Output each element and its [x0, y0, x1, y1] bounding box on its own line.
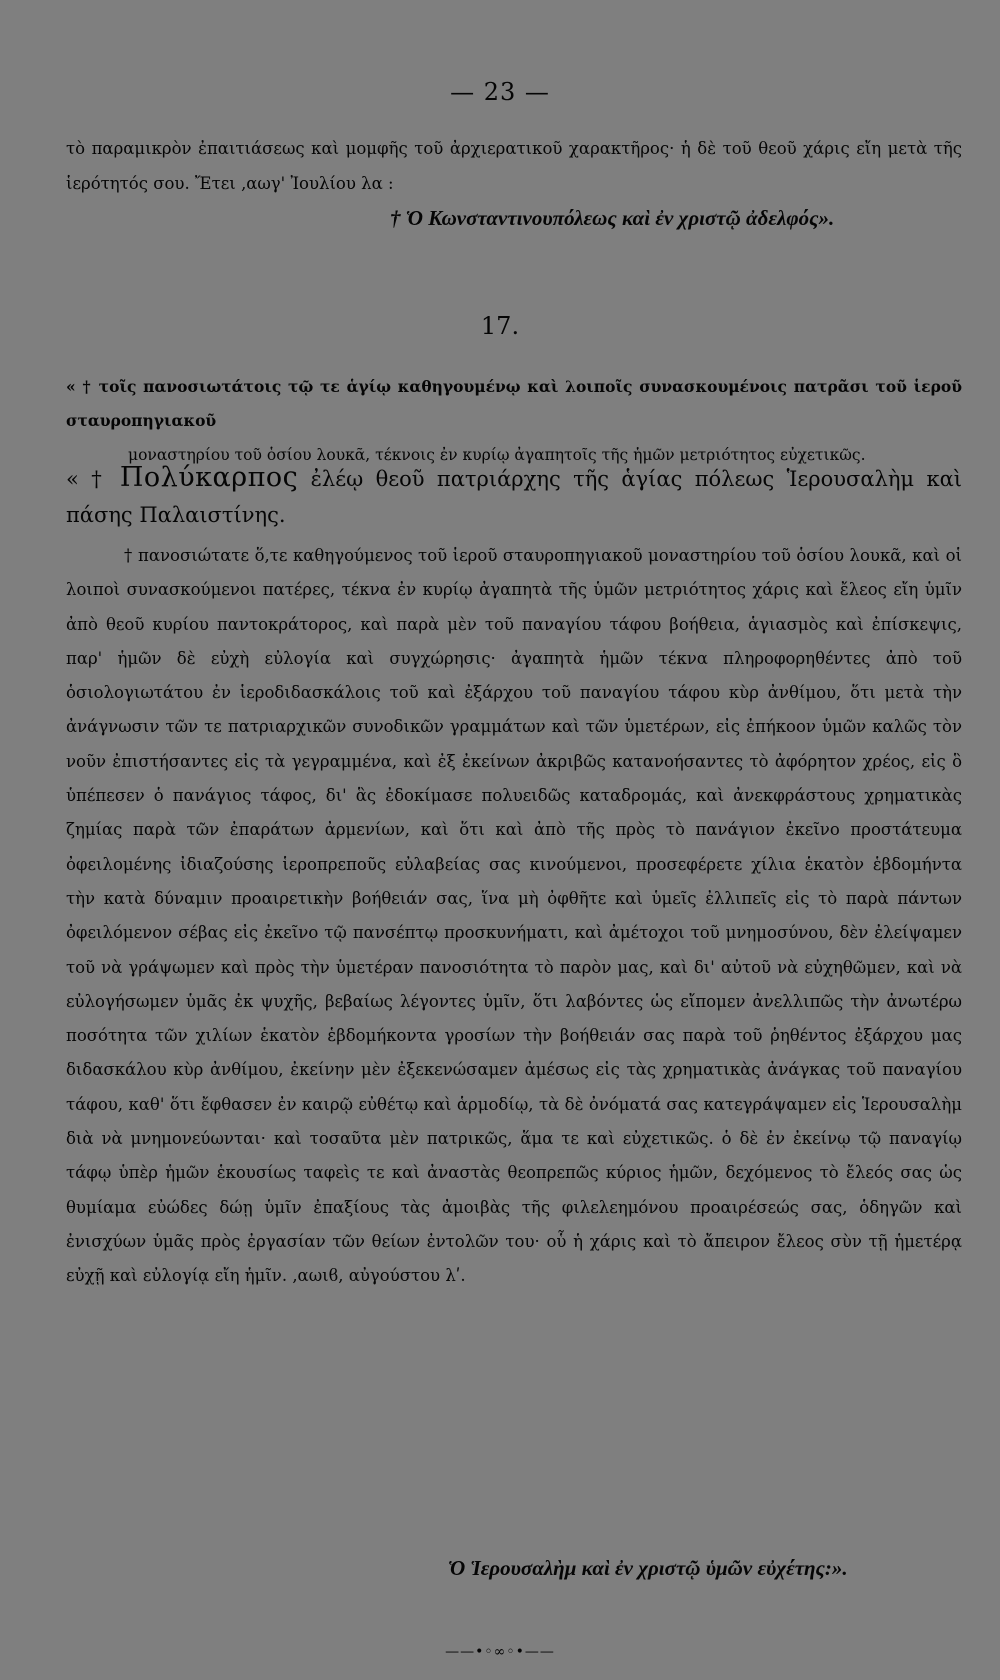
previous-letter-signature: † Ὁ Κωνσταντινουπόλεως καὶ ἐν χριστῷ ἀδελφός». [390, 206, 835, 230]
heading-prefix: « † [66, 467, 120, 491]
heading-title: ἐλέῳ θεοῦ πατριάρχης τῆς ἁγίας πόλεως Ἱερουσαλὴμ καὶ πάσης Παλαιστίνης. [66, 467, 962, 527]
letter-heading [66, 460, 962, 533]
letter-address [66, 370, 962, 472]
letter-number: 17. [480, 312, 520, 340]
sender-name: Πολύκαρπος [119, 462, 299, 493]
previous-letter-ending [66, 132, 962, 201]
address-line-1: « † τοῖς πανοσιωτάτοις τῷ τε ἁγίῳ καθηγουμένῳ καὶ λοιποῖς συνασκουμένοις πατρᾶσι τοῦ ἱεροῦ σταυροπηγιακοῦ [66, 377, 962, 430]
letter-signature: Ὁ Ἱερουσαλὴμ καὶ ἐν χριστῷ ὑμῶν εὐχέτης:». [448, 1556, 848, 1580]
letter-body-text: † πανοσιώτατε ὅ,τε καθηγούμενος τοῦ ἱεροῦ σταυροπηγιακοῦ μοναστηρίου τοῦ ὁσίου λουκᾶ, καὶ οἱ λοιποὶ συνασκούμενοι πατέρες, τέκνα ἐν κυρίῳ ἀγαπητὰ τῆς ὑμῶν μετριότητος χάρις καὶ ἔλεος εἴη ὑμῖν ἀπὸ θεοῦ κυρίου παντοκράτορος, καὶ παρὰ μὲν τοῦ παναγίου τάφου βοήθεια, ἁγιασμὸς καὶ ἐπίσκεψις, παρ' ἡμῶν δὲ εὐχὴ εὐλογία καὶ συγχώρησις· ἀγαπητὰ ἡμῶν τέκνα πληροφορηθέντες ἀπὸ τοῦ ὁσιολογιωτάτου ἐν ἱεροδιδασκάλοις τοῦ καὶ ἐξάρχου τοῦ παναγίου τάφου κὺρ ἀνθίμου, ὅτι μετὰ τὴν ἀνάγνωσιν τῶν τε πατριαρχικῶν συνοδικῶν γραμμάτων καὶ τῶν ὑμετέρων, εἰς ἐπήκοον ὑμῶν καλῶς τὸν νοῦν ἐπιστήσαντες εἰς τὰ γεγραμμένα, καὶ ἐξ ἐκείνων ἀκριβῶς κατανοήσαντες τὸ ἀφόρητον χρέος, εἰς ὃ ὑπέπεσεν ὁ πανάγιος τάφος, δι' ἃς ἐδοκίμασε πολυειδῶς καταδρομάς, καὶ ἀνεκφράστους χρηματικὰς ζημίας παρὰ τῶν ἐπαράτων ἀρμενίων, καὶ ὅτι καὶ ἀπὸ τῆς πρὸς τὸ πανάγιον ἐκεῖνο προστάτευμα ὀφειλομένης ἰδιαζούσης ἱεροπρεποῦς εὐλαβείας σας κινούμενοι, προσεφέρετε χίλια ἑκατὸν ἑβδομήντα τὴν κατὰ δύναμιν προαιρετικὴν βοήθειάν σας, ἵνα μὴ ὀφθῆτε καὶ ὑμεῖς ἐλλιπεῖς εἰς τὸ παρὰ πάντων ὀφειλόμενον σέβας εἰς ἐκεῖνο τῷ πανσέπτῳ προσκυνήματι, καὶ ἀμέτοχοι τοῦ μνημοσύνου, δὲν ἐλείψαμεν τοῦ νὰ γράψωμεν καὶ πρὸς τὴν ὑμετέραν πανοσιότητα τὸ παρὸν μας, καὶ δι' αὐτοῦ νὰ εὐχηθῶμεν, καὶ νὰ εὐλογήσωμεν ὑμᾶς ἐκ ψυχῆς, βεβαίως λέγοντες ὑμῖν, ὅτι λαβόντες ὡς εἴπομεν ἀνελλιπῶς τὴν ἀνωτέρω ποσότητα τῶν χιλίων ἑκατὸν ἑβδομήκοντα γροσίων τὴν βοήθειάν σας παρὰ τοῦ ῥηθέντος ἐξάρχου μας διδασκάλου κὺρ ἀνθίμου, ἐκείνην μὲν ἐξεκενώσαμεν ἀμέσως εἰς τὰς χρηματικὰς ἀνάγκας τοῦ παναγίου τάφου, καθ' ὅτι ἔφθασεν ἐν καιρῷ εὐθέτῳ καὶ ἁρμοδίῳ, τὰ δὲ ὀνόματά σας κατεγράψαμεν εἰς Ἱερουσαλὴμ διὰ νὰ μνημονεύωνται· καὶ τοσαῦτα μὲν πατρικῶς, ἅμα τε καὶ εὐχετικῶς. ὁ δὲ ἐν ἐκείνῳ τῷ παναγίῳ τάφῳ ὑπὲρ ἡμῶν ἑκουσίως ταφεὶς τε καὶ ἀναστὰς θεοπρεπῶς κύριος ἡμῶν, δεχόμενος τὸ ἔλεός σας ὡς θυμίαμα εὐώδες δώῃ ὑμῖν ἐπαξίους τὰς ἀμοιβὰς τῆς φιλελεημόνου προαιρέσεώς σας, ὁδηγῶν καὶ ἐνισχύων ὑμᾶς πρὸς ἐργασίαν τῶν θείων ἐντολῶν του· οὗ ἡ χάρις καὶ τὸ ἄπειρον ἔλεος σὺν τῇ ἡμετέρᾳ εὐχῇ καὶ εὐλογίᾳ εἴη ἡμῖν. ‚αωιϐ, αὐγούστου λʹ. [66, 546, 962, 1286]
end-ornament: ——•◦∞◦•—— [445, 1644, 555, 1660]
letter-body [66, 539, 962, 1294]
address-line-2: μοναστηρίου τοῦ ὁσίου λουκᾶ, τέκνοις ἐν κυρίῳ ἀγαπητοῖς τῆς ἡμῶν μετριότητος εὐχετικῶς. [128, 446, 866, 464]
page-number: — 23 — [450, 78, 550, 106]
previous-letter-text: τὸ παραμικρὸν ἐπαιτιάσεως καὶ μομφῆς τοῦ ἀρχιερατικοῦ χαρακτῆρος· ἡ δὲ τοῦ θεοῦ χάρις εἴη μετὰ τῆς ἱερότητός σου. Ἔτει ‚αωγ' Ἰουλίου λα : [66, 139, 962, 193]
